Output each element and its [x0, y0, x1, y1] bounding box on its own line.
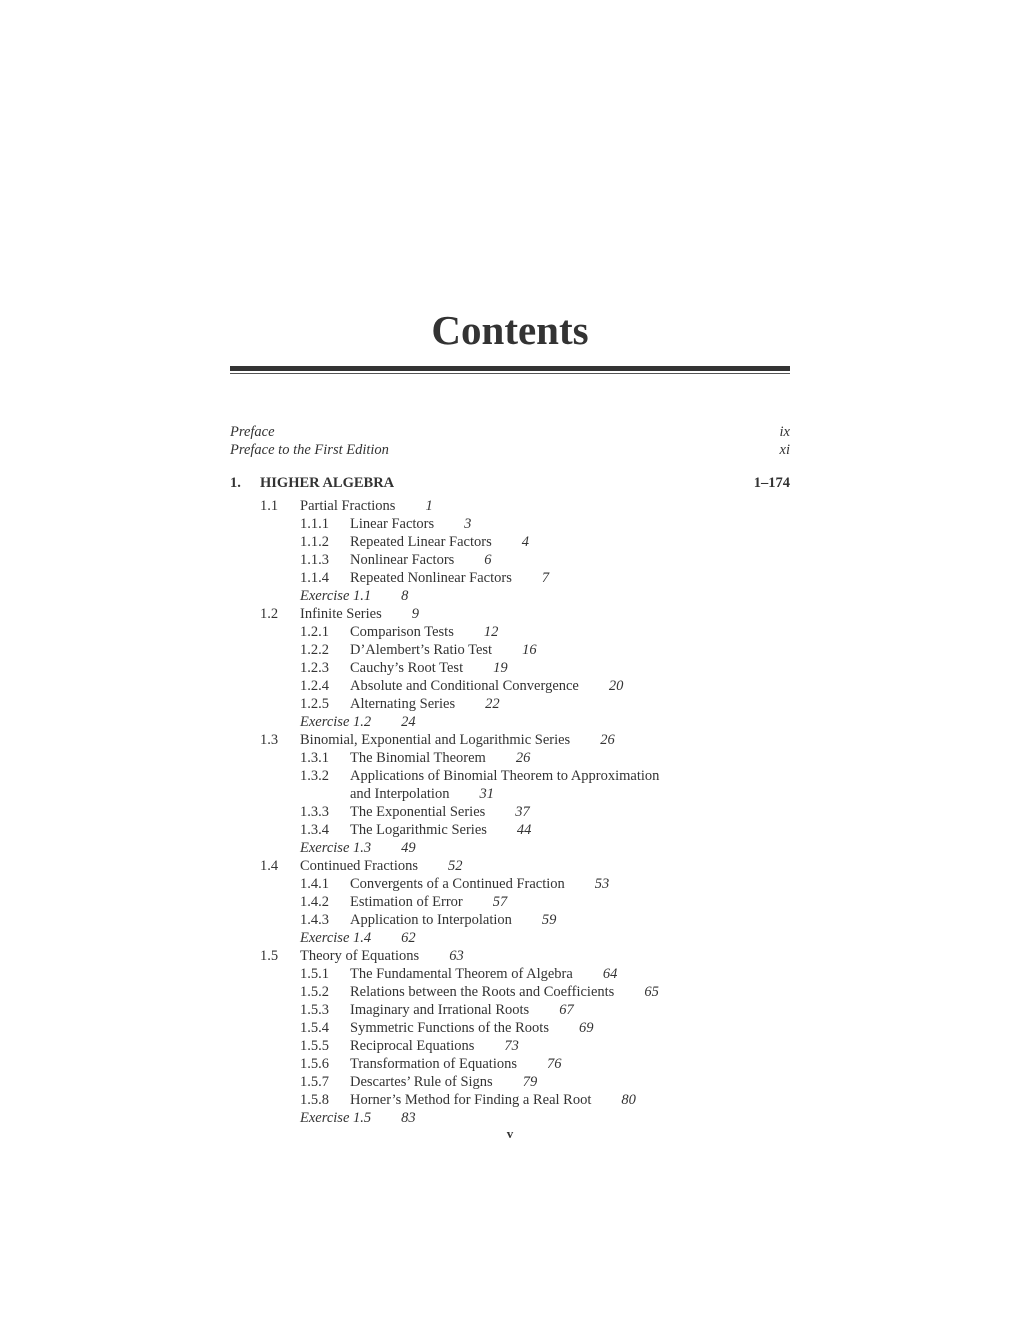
- toc-entry[interactable]: [230, 659, 790, 677]
- entry-page: 53: [594, 876, 610, 892]
- toc-entry[interactable]: [230, 569, 790, 587]
- entry-number: 1.1.1: [300, 516, 329, 532]
- entry-title: Exercise 1.1: [300, 588, 372, 604]
- toc-entry[interactable]: [230, 1001, 790, 1019]
- entry-title: Nonlinear Factors: [350, 552, 455, 568]
- toc-entry[interactable]: [230, 911, 790, 929]
- entry-number: 1.3.1: [300, 750, 329, 766]
- chapter-title: HIGHER ALGEBRA: [260, 475, 395, 491]
- toc-entry[interactable]: [230, 947, 790, 965]
- entry-text: [350, 1019, 593, 1037]
- entry-text: [350, 1055, 562, 1073]
- entry-page: 20: [608, 678, 624, 694]
- toc-exercise[interactable]: [230, 929, 790, 947]
- toc-entry[interactable]: [230, 983, 790, 1001]
- front-matter: [230, 423, 790, 459]
- entry-number: 1.4: [260, 858, 279, 874]
- entry-text: [350, 875, 609, 893]
- entry-title: Cauchy’s Root Test: [350, 660, 464, 676]
- toc-entry[interactable]: [230, 1073, 790, 1091]
- chapter-number: 1.: [230, 475, 241, 491]
- entry-page: 57: [492, 894, 508, 910]
- entry-number: 1.2.2: [300, 642, 329, 658]
- entry-text: [300, 587, 408, 605]
- toc-entry[interactable]: [230, 857, 790, 875]
- entry-text: [350, 749, 530, 767]
- entry-title: Imaginary and Irrational Roots: [350, 1002, 530, 1018]
- entry-page: xi: [779, 442, 790, 458]
- toc-entry[interactable]: [230, 965, 790, 983]
- entry-page: 59: [541, 912, 557, 928]
- toc-exercise[interactable]: [230, 587, 790, 605]
- chapter-pages: 1–174: [753, 475, 790, 491]
- entry-number: 1.5.5: [300, 1038, 329, 1054]
- toc-entry[interactable]: [230, 803, 790, 821]
- entry-number: 1.3.4: [300, 822, 329, 838]
- entry-number: 1.2.1: [300, 624, 329, 640]
- toc-entry[interactable]: [230, 731, 790, 749]
- entry-page: 7: [541, 570, 550, 586]
- entry-page: 76: [547, 1056, 562, 1072]
- toc-exercise[interactable]: [230, 839, 790, 857]
- entry-page: 49: [401, 840, 416, 856]
- entry-number: 1.3.2: [300, 768, 329, 784]
- entry-page: 8: [401, 588, 409, 604]
- entry-title: Horner’s Method for Finding a Real Root: [350, 1092, 592, 1108]
- entry-number: 1.2.4: [300, 678, 329, 694]
- entry-text: [350, 983, 659, 1001]
- entry-title: Repeated Nonlinear Factors: [350, 570, 512, 586]
- entry-title: Preface to the First Edition: [230, 442, 389, 458]
- entry-title: Exercise 1.5: [300, 1110, 372, 1126]
- entry-title: Absolute and Conditional Convergence: [350, 678, 579, 694]
- entry-text: [350, 641, 537, 659]
- entry-text: [300, 839, 416, 857]
- entry-number: 1.1: [260, 498, 279, 514]
- toc-entry[interactable]: [230, 497, 790, 515]
- entry-number: 1.1.2: [300, 534, 329, 550]
- entry-text: [350, 1073, 537, 1091]
- entry-page: 37: [515, 804, 530, 820]
- entry-title: Transformation of Equations: [350, 1056, 518, 1072]
- toc-entry[interactable]: [230, 1055, 790, 1073]
- entry-title: Linear Factors: [350, 516, 435, 532]
- entry-text: [350, 533, 529, 551]
- entry-text: [350, 803, 530, 821]
- entry-title: Application to Interpolation: [350, 912, 512, 928]
- entry-page: 6: [484, 552, 492, 568]
- entry-text: [300, 947, 464, 965]
- entry-text: [350, 821, 531, 839]
- page-folio: v: [506, 1126, 514, 1141]
- entry-page: 67: [559, 1002, 574, 1018]
- entry-title: Alternating Series: [350, 696, 456, 712]
- entry-title: Binomial, Exponential and Logarithmic Series: [300, 732, 571, 748]
- entry-text: [350, 623, 498, 641]
- entry-page: 63: [449, 948, 464, 964]
- entry-text: [350, 515, 471, 533]
- entry-number: 1.5: [260, 948, 279, 964]
- entry-page: 26: [600, 732, 615, 748]
- entry-page: 1: [425, 498, 433, 514]
- title-rule-thin: [230, 373, 790, 374]
- toc-entry[interactable]: [230, 605, 790, 623]
- entry-title: Descartes’ Rule of Signs: [350, 1074, 493, 1090]
- entry-number: 1.3.3: [300, 804, 329, 820]
- entry-text: [350, 551, 492, 569]
- entry-title: Exercise 1.3: [300, 840, 372, 856]
- entry-number: 1.4.2: [300, 894, 329, 910]
- toc-entry[interactable]: [230, 677, 790, 695]
- entry-title: Partial Fractions: [300, 498, 396, 514]
- entry-page: 22: [485, 696, 500, 712]
- entry-page: 64: [602, 966, 618, 982]
- entry-text: [350, 911, 556, 929]
- entry-page: 9: [411, 606, 419, 622]
- entry-title: Estimation of Error: [350, 894, 463, 910]
- entry-page: ix: [779, 424, 790, 440]
- entry-title: and Interpolation: [350, 786, 450, 802]
- entry-text: [300, 731, 615, 749]
- entry-text: [300, 497, 433, 515]
- entry-text: [350, 893, 507, 911]
- entry-title: Applications of Binomial Theorem to Approximation: [350, 768, 660, 784]
- entry-page: 83: [401, 1110, 416, 1126]
- entry-text: [350, 1037, 519, 1055]
- toc-chapter-1[interactable]: [230, 474, 790, 492]
- entry-title: Reciprocal Equations: [350, 1038, 475, 1054]
- entry-title: Convergents of a Continued Fraction: [350, 876, 565, 892]
- entry-title: Infinite Series: [300, 606, 382, 622]
- entry-title: Theory of Equations: [300, 948, 420, 964]
- entry-title: The Exponential Series: [350, 804, 486, 820]
- toc-entry[interactable]: [230, 551, 790, 569]
- toc-entry-preface[interactable]: [230, 423, 790, 441]
- entry-title: Symmetric Functions of the Roots: [350, 1020, 549, 1036]
- entry-title: Comparison Tests: [350, 624, 454, 640]
- entry-page: 19: [493, 660, 508, 676]
- toc-entry[interactable]: [230, 515, 790, 533]
- toc-entry[interactable]: [230, 893, 790, 911]
- toc-entry-preface-first-edition[interactable]: [230, 441, 790, 459]
- entry-title: Preface: [230, 424, 275, 440]
- entry-text: [300, 857, 463, 875]
- entry-page: 65: [644, 984, 659, 1000]
- entry-page: 12: [483, 624, 499, 640]
- entry-number: 1.5.1: [300, 966, 329, 982]
- entry-page: 80: [621, 1092, 636, 1108]
- entry-text: [350, 785, 494, 803]
- entry-number: 1.4.3: [300, 912, 329, 928]
- entry-title: The Logarithmic Series: [350, 822, 487, 838]
- toc-entry[interactable]: [230, 623, 790, 641]
- toc-list: [230, 497, 790, 1127]
- entry-title: Repeated Linear Factors: [350, 534, 492, 550]
- toc-entry[interactable]: [230, 785, 790, 803]
- entry-title: Exercise 1.2: [300, 714, 372, 730]
- entry-number: 1.5.6: [300, 1056, 329, 1072]
- entry-title: Continued Fractions: [300, 858, 419, 874]
- toc-entry[interactable]: [230, 1037, 790, 1055]
- entry-number: 1.4.1: [300, 876, 329, 892]
- entry-text: [350, 677, 623, 695]
- toc-exercise[interactable]: [230, 713, 790, 731]
- entry-text: [300, 929, 416, 947]
- entry-page: 79: [522, 1074, 538, 1090]
- toc-entry[interactable]: [230, 641, 790, 659]
- toc-exercise[interactable]: [230, 1109, 790, 1127]
- entry-text: [300, 1109, 416, 1127]
- entry-title: Relations between the Roots and Coefficients: [350, 984, 615, 1000]
- entry-number: 1.1.4: [300, 570, 329, 586]
- entry-number: 1.2.3: [300, 660, 329, 676]
- toc-entry[interactable]: [230, 749, 790, 767]
- entry-number: 1.5.3: [300, 1002, 329, 1018]
- entry-text: [350, 695, 500, 713]
- entry-page: 24: [401, 714, 416, 730]
- entry-title: Exercise 1.4: [300, 930, 372, 946]
- toc-entry[interactable]: [230, 767, 790, 785]
- entry-number: 1.1.3: [300, 552, 329, 568]
- entry-title: The Fundamental Theorem of Algebra: [350, 966, 573, 982]
- entry-number: 1.5.4: [300, 1020, 329, 1036]
- entry-page: 73: [504, 1038, 519, 1054]
- entry-text: [350, 659, 508, 677]
- toc-entry[interactable]: [230, 533, 790, 551]
- toc-entry[interactable]: [230, 695, 790, 713]
- toc-entry[interactable]: [230, 1019, 790, 1037]
- entry-title: D’Alembert’s Ratio Test: [350, 642, 493, 658]
- entry-page: 62: [401, 930, 416, 946]
- entry-page: 69: [578, 1020, 594, 1036]
- entry-page: 26: [515, 750, 531, 766]
- entry-text: [350, 965, 617, 983]
- entry-number: 1.5.8: [300, 1092, 329, 1108]
- entry-page: 31: [479, 786, 494, 802]
- entry-page: 52: [448, 858, 463, 874]
- entry-text: [300, 605, 419, 623]
- entry-number: 1.5.7: [300, 1074, 329, 1090]
- entry-text: [350, 569, 549, 587]
- entry-title: The Binomial Theorem: [350, 750, 486, 766]
- entry-page: 44: [516, 822, 532, 838]
- entry-page: 4: [521, 534, 529, 550]
- entry-text: [350, 1001, 574, 1019]
- entry-number: 1.5.2: [300, 984, 329, 1000]
- entry-text: [350, 1091, 636, 1109]
- entry-number: 1.3: [260, 732, 279, 748]
- toc-entry[interactable]: [230, 821, 790, 839]
- page-title: Contents: [431, 307, 589, 353]
- entry-number: 1.2: [260, 606, 279, 622]
- toc-entry[interactable]: [230, 1091, 790, 1109]
- title-rule-thick: [230, 366, 790, 371]
- entry-page: 3: [464, 516, 472, 532]
- entry-text: [300, 713, 416, 731]
- entry-page: 16: [522, 642, 537, 658]
- entry-number: 1.2.5: [300, 696, 329, 712]
- toc-entry[interactable]: [230, 875, 790, 893]
- entry-text: [350, 767, 659, 785]
